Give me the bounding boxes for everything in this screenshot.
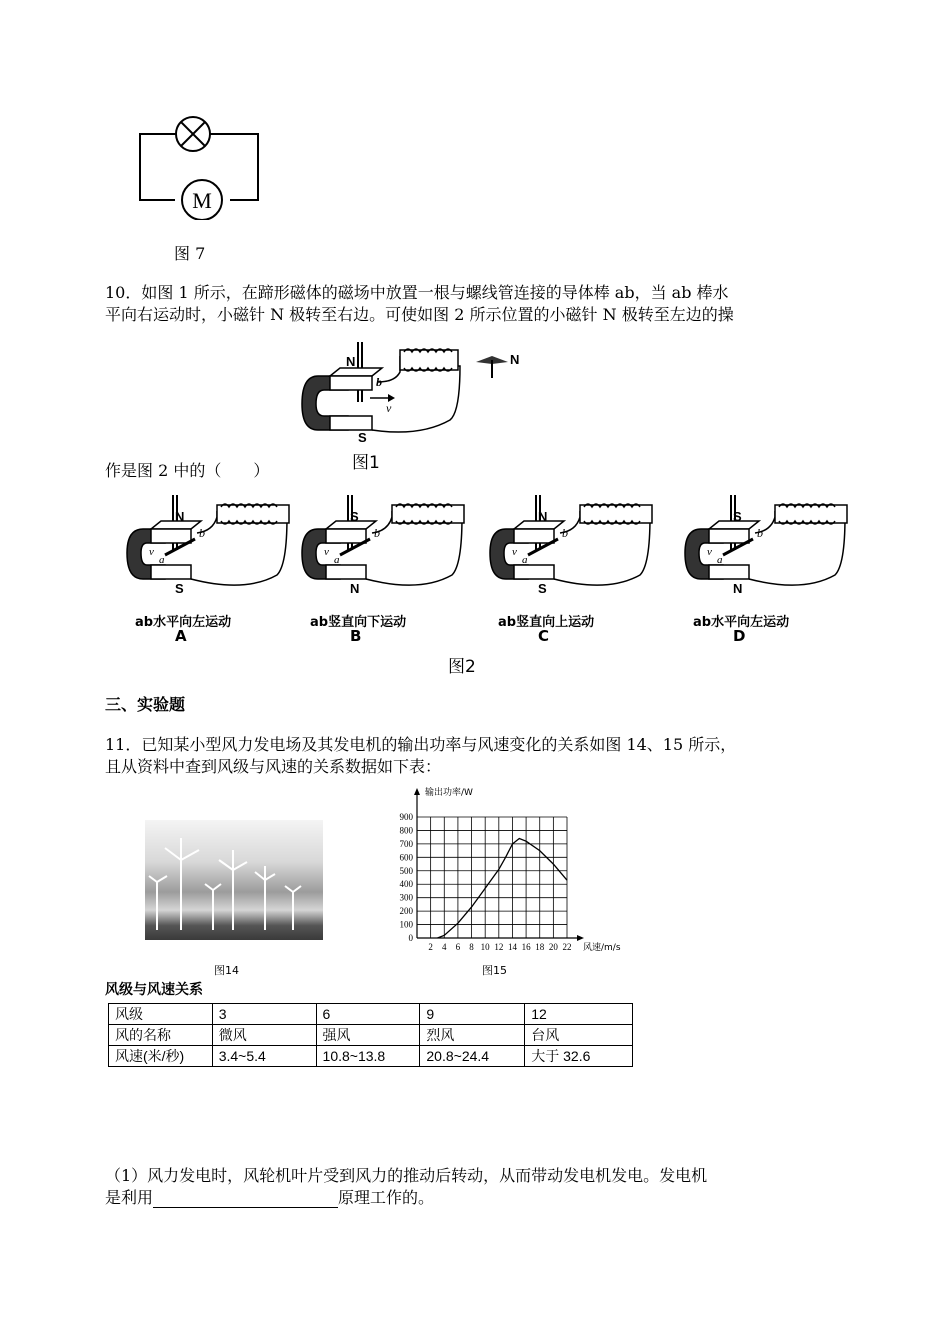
x-tick-label: 4 bbox=[442, 942, 447, 952]
fig2-top-pole: S bbox=[350, 509, 359, 524]
table-cell: 微风 bbox=[212, 1025, 316, 1046]
q11-part1-line2 bbox=[105, 1188, 434, 1208]
x-axis-arrow bbox=[577, 935, 584, 941]
q11-part1-line1: （1）风力发电时，风轮机叶片受到风力的推动后转动，从而带动发电机发电。发电机 bbox=[105, 1166, 708, 1185]
table-cell: 风的名称 bbox=[109, 1025, 213, 1046]
wind-turbines-photo bbox=[145, 820, 323, 940]
y-axis-label: 输出功率/W bbox=[425, 788, 473, 798]
svg-text:S: S bbox=[358, 430, 367, 445]
option-letter: B bbox=[350, 627, 362, 645]
table-cell: 大于 32.6 bbox=[525, 1046, 633, 1067]
q10-line2: 平向右运动时，小磁针 N 极转至右边。可使如图 2 所示位置的小磁针 N 极转至左边的操 bbox=[105, 305, 734, 324]
table-cell: 风级 bbox=[109, 1004, 213, 1025]
option-label: ab竖直向上运动 bbox=[498, 615, 595, 630]
fig2-top-pole: N bbox=[538, 509, 548, 524]
y-tick-label: 400 bbox=[399, 879, 413, 890]
table-cell: 20.8~24.4 bbox=[420, 1046, 525, 1067]
fig2-bottom-pole: S bbox=[175, 581, 184, 595]
svg-text:N: N bbox=[346, 354, 356, 369]
table-cell: 风速(米/秒) bbox=[109, 1046, 213, 1067]
x-axis-label: 风速/m/s bbox=[583, 943, 621, 953]
fig2-bottom-pole: N bbox=[350, 581, 360, 595]
table-cell: 烈风 bbox=[420, 1025, 525, 1046]
option-label: ab水平向左运动 bbox=[693, 615, 790, 630]
fig2-options bbox=[0, 495, 950, 655]
y-axis-arrow bbox=[414, 788, 420, 795]
fig15-caption: 图15 bbox=[482, 964, 507, 977]
table-cell: 3.4~5.4 bbox=[212, 1046, 316, 1067]
x-tick-label: 14 bbox=[507, 942, 517, 952]
q11-line1: 11．已知某小型风力发电场及其发电机的输出功率与风速变化的关系如图 14、15 所示， bbox=[105, 735, 737, 754]
x-tick-label: 6 bbox=[455, 942, 461, 952]
table-cell: 台风 bbox=[525, 1025, 633, 1046]
option-d[interactable] bbox=[683, 495, 863, 645]
motor-icon bbox=[182, 180, 222, 220]
x-tick-label: 12 bbox=[494, 942, 504, 952]
fig2-bottom-pole: N bbox=[733, 581, 743, 595]
fig2-b-label: b bbox=[757, 526, 763, 540]
fig2-b-label: b bbox=[199, 526, 205, 540]
table-row bbox=[109, 1025, 633, 1046]
part1-prefix: 是利用 bbox=[105, 1188, 154, 1207]
part1-suffix: 原理工作的。 bbox=[338, 1188, 435, 1207]
x-tick-label: 20 bbox=[548, 942, 558, 952]
option-label: ab水平向左运动 bbox=[135, 615, 232, 630]
fig2-top-pole: N bbox=[175, 509, 185, 524]
fig2-b-label: b bbox=[374, 526, 380, 540]
table-cell: 12 bbox=[525, 1004, 633, 1025]
option-b[interactable] bbox=[300, 495, 480, 645]
fig2-v-label: v bbox=[512, 546, 517, 558]
fig2-a-label: a bbox=[522, 554, 528, 566]
table-cell: 6 bbox=[316, 1004, 420, 1025]
option-letter: C bbox=[538, 627, 550, 645]
fig2-v-label: v bbox=[324, 546, 329, 558]
lamp-icon bbox=[176, 117, 210, 151]
svg-text:v: v bbox=[386, 401, 392, 415]
answer-blank[interactable] bbox=[153, 1190, 338, 1208]
y-tick-label: 800 bbox=[399, 825, 413, 836]
y-tick-label: 0 bbox=[408, 933, 413, 943]
y-tick-label: 900 bbox=[399, 812, 413, 822]
x-tick-label: 22 bbox=[562, 942, 572, 952]
x-tick-label: 18 bbox=[535, 942, 545, 952]
y-tick-label: 100 bbox=[399, 919, 413, 930]
fig7-circuit bbox=[130, 110, 270, 220]
q10-line1: 10．如图 1 所示，在蹄形磁体的磁场中放置一根与螺线管连接的导体棒 ab，当 ab 棒水 bbox=[105, 283, 729, 302]
wind-scale-table bbox=[108, 1003, 633, 1067]
y-tick-label: 600 bbox=[399, 852, 413, 863]
option-letter: A bbox=[175, 627, 187, 645]
option-letter: D bbox=[733, 627, 746, 645]
fig1-caption: 图1 bbox=[352, 453, 380, 473]
table-row bbox=[109, 1004, 633, 1025]
fig7-caption: 图 7 bbox=[174, 244, 206, 263]
svg-text:N: N bbox=[510, 352, 520, 367]
fig2-a-label: a bbox=[717, 554, 723, 566]
table-cell: 10.8~13.8 bbox=[316, 1046, 420, 1067]
table-cell: 3 bbox=[212, 1004, 316, 1025]
table-cell: 强风 bbox=[316, 1025, 420, 1046]
x-tick-label: 10 bbox=[480, 942, 490, 952]
power-curve bbox=[438, 839, 568, 939]
q11-line2: 且从资料中查到风级与风速的关系数据如下表： bbox=[105, 757, 442, 776]
fig2-v-label: v bbox=[149, 546, 154, 558]
svg-text:M: M bbox=[192, 188, 212, 213]
table-cell: 9 bbox=[420, 1004, 525, 1025]
table-title: 风级与风速关系 bbox=[105, 982, 203, 998]
fig2-caption: 图2 bbox=[448, 657, 476, 677]
option-c[interactable] bbox=[488, 495, 668, 645]
fig2-top-pole: S bbox=[733, 509, 742, 524]
fig2-bottom-pole: S bbox=[538, 581, 547, 595]
fig2-v-label: v bbox=[707, 546, 712, 558]
compass-needle-icon bbox=[476, 356, 508, 378]
y-tick-label: 700 bbox=[399, 838, 413, 849]
fig1-diagram bbox=[300, 342, 530, 447]
section-title: 三、实验题 bbox=[105, 695, 186, 714]
power-wind-chart bbox=[385, 785, 635, 960]
svg-text:b: b bbox=[376, 375, 382, 389]
y-tick-label: 300 bbox=[399, 892, 413, 903]
option-a[interactable] bbox=[125, 495, 305, 645]
fig2-a-label: a bbox=[159, 554, 165, 566]
x-tick-label: 2 bbox=[428, 942, 433, 952]
q10-line3: 作是图 2 中的（ ） bbox=[105, 461, 270, 480]
fig2-a-label: a bbox=[334, 554, 340, 566]
x-tick-label: 16 bbox=[521, 942, 531, 952]
table-row bbox=[109, 1046, 633, 1067]
x-tick-label: 8 bbox=[469, 942, 474, 952]
y-tick-label: 500 bbox=[399, 865, 413, 876]
option-label: ab竖直向下运动 bbox=[310, 615, 407, 630]
y-tick-label: 200 bbox=[399, 906, 413, 917]
fig14-caption: 图14 bbox=[214, 964, 239, 977]
fig2-b-label: b bbox=[562, 526, 568, 540]
